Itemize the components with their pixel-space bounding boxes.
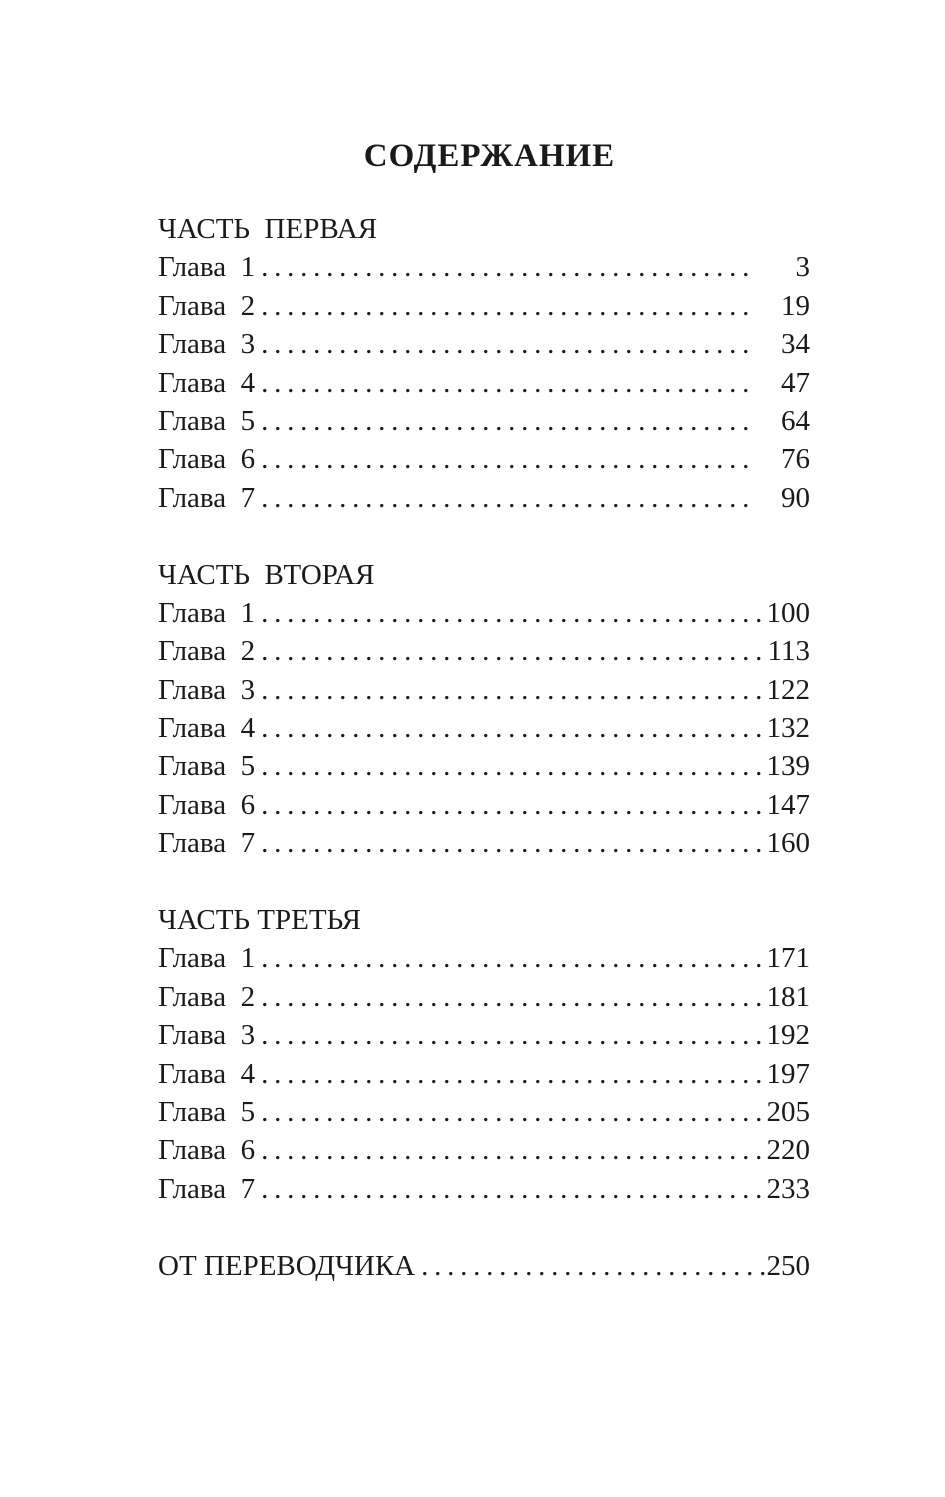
part-heading: ЧАСТЬ ВТОРАЯ	[158, 558, 375, 591]
chapter-label: Глава 1	[158, 251, 256, 284]
toc-entry[interactable]	[158, 978, 810, 1016]
dot-leader	[255, 1170, 766, 1208]
part-heading: ЧАСТЬ ПЕРВАЯ	[158, 213, 378, 245]
page-number: 122	[766, 673, 810, 706]
page-number: 19	[781, 289, 810, 322]
dot-leader	[255, 440, 752, 478]
toc-entry[interactable]	[158, 479, 810, 517]
page-number: 34	[781, 328, 810, 361]
page-title: СОДЕРЖАНИЕ	[363, 138, 616, 174]
chapter-label: Глава 3	[158, 673, 256, 706]
table-of-contents	[158, 210, 810, 1285]
page-number: 197	[766, 1057, 810, 1090]
chapter-label: Глава 7	[158, 827, 256, 860]
dot-leader	[255, 594, 766, 632]
page-number: 76	[781, 443, 810, 476]
chapter-label: Глава 4	[158, 712, 256, 745]
dot-leader	[255, 786, 766, 824]
page-number: 160	[766, 827, 810, 860]
toc-entry[interactable]	[158, 747, 810, 785]
part-heading: ЧАСТЬ ТРЕТЬЯ	[158, 904, 362, 937]
page-number: 90	[781, 481, 810, 514]
dot-leader	[255, 402, 752, 440]
toc-entry-afterword[interactable]	[158, 1247, 810, 1285]
dot-leader	[255, 824, 766, 862]
chapter-label: Глава 3	[158, 1019, 256, 1052]
chapter-label: Глава 4	[158, 1057, 256, 1090]
section-gap	[158, 517, 810, 555]
toc-part-1	[158, 210, 810, 517]
page-number: 147	[766, 788, 810, 821]
chapter-label: Глава 1	[158, 596, 256, 629]
toc-entry[interactable]	[158, 824, 810, 862]
chapter-label: Глава 6	[158, 1134, 256, 1167]
chapter-label: Глава 7	[158, 1172, 256, 1205]
page-number: 132	[766, 712, 810, 745]
page-number: 220	[766, 1134, 810, 1167]
chapter-label: Глава 2	[158, 289, 256, 322]
chapter-label: Глава 5	[158, 404, 256, 437]
dot-leader	[255, 1055, 766, 1093]
page-number: 64	[781, 404, 810, 437]
chapter-label: Глава 5	[158, 750, 256, 783]
page-number: 47	[781, 366, 810, 399]
chapter-label: Глава 6	[158, 788, 256, 821]
chapter-label: Глава 7	[158, 481, 256, 514]
toc-entry[interactable]	[158, 248, 810, 286]
dot-leader	[255, 939, 766, 977]
page-number: 171	[766, 942, 810, 975]
toc-entry[interactable]	[158, 1131, 810, 1169]
page-number: 100	[766, 596, 810, 629]
page-number: 250	[766, 1249, 810, 1282]
toc-entry[interactable]	[158, 402, 810, 440]
dot-leader	[255, 747, 766, 785]
section-gap	[158, 863, 810, 901]
dot-leader	[255, 709, 766, 747]
page-number: 139	[766, 750, 810, 783]
toc-entry[interactable]	[158, 786, 810, 824]
toc-entry[interactable]	[158, 1093, 810, 1131]
dot-leader	[255, 632, 767, 670]
chapter-label: Глава 4	[158, 366, 256, 399]
dot-leader	[255, 978, 766, 1016]
toc-entry[interactable]	[158, 1170, 810, 1208]
dot-leader	[255, 1093, 766, 1131]
dot-leader	[255, 1016, 766, 1054]
page-number: 3	[795, 251, 810, 284]
chapter-label: Глава 1	[158, 942, 256, 975]
toc-entry[interactable]	[158, 1016, 810, 1054]
page-number: 233	[766, 1172, 810, 1205]
dot-leader	[255, 325, 752, 363]
dot-leader	[255, 671, 766, 709]
page-number: 181	[766, 980, 810, 1013]
toc-entry[interactable]	[158, 632, 810, 670]
toc-entry[interactable]	[158, 440, 810, 478]
chapter-label: Глава 2	[158, 980, 256, 1013]
chapter-label: Глава 3	[158, 328, 256, 361]
chapter-label: Глава 6	[158, 443, 256, 476]
dot-leader	[255, 287, 752, 325]
toc-entry[interactable]	[158, 594, 810, 632]
section-gap	[158, 1208, 810, 1246]
page-number: 205	[766, 1095, 810, 1128]
afterword-label: ОТ ПЕРЕВОДЧИКА	[158, 1249, 416, 1282]
toc-entry[interactable]	[158, 671, 810, 709]
toc-entry[interactable]	[158, 287, 810, 325]
chapter-label: Глава 5	[158, 1095, 256, 1128]
dot-leader	[255, 1131, 766, 1169]
page-number: 192	[766, 1019, 810, 1052]
chapter-label: Глава 2	[158, 635, 256, 668]
toc-entry[interactable]	[158, 1055, 810, 1093]
dot-leader	[415, 1247, 766, 1285]
toc-entry[interactable]	[158, 325, 810, 363]
dot-leader	[255, 248, 752, 286]
page-number: 113	[767, 635, 810, 668]
toc-part-2	[158, 556, 810, 863]
toc-part-3	[158, 901, 810, 1208]
dot-leader	[255, 479, 752, 517]
dot-leader	[255, 364, 752, 402]
toc-entry[interactable]	[158, 709, 810, 747]
toc-entry[interactable]	[158, 939, 810, 977]
toc-entry[interactable]	[158, 364, 810, 402]
